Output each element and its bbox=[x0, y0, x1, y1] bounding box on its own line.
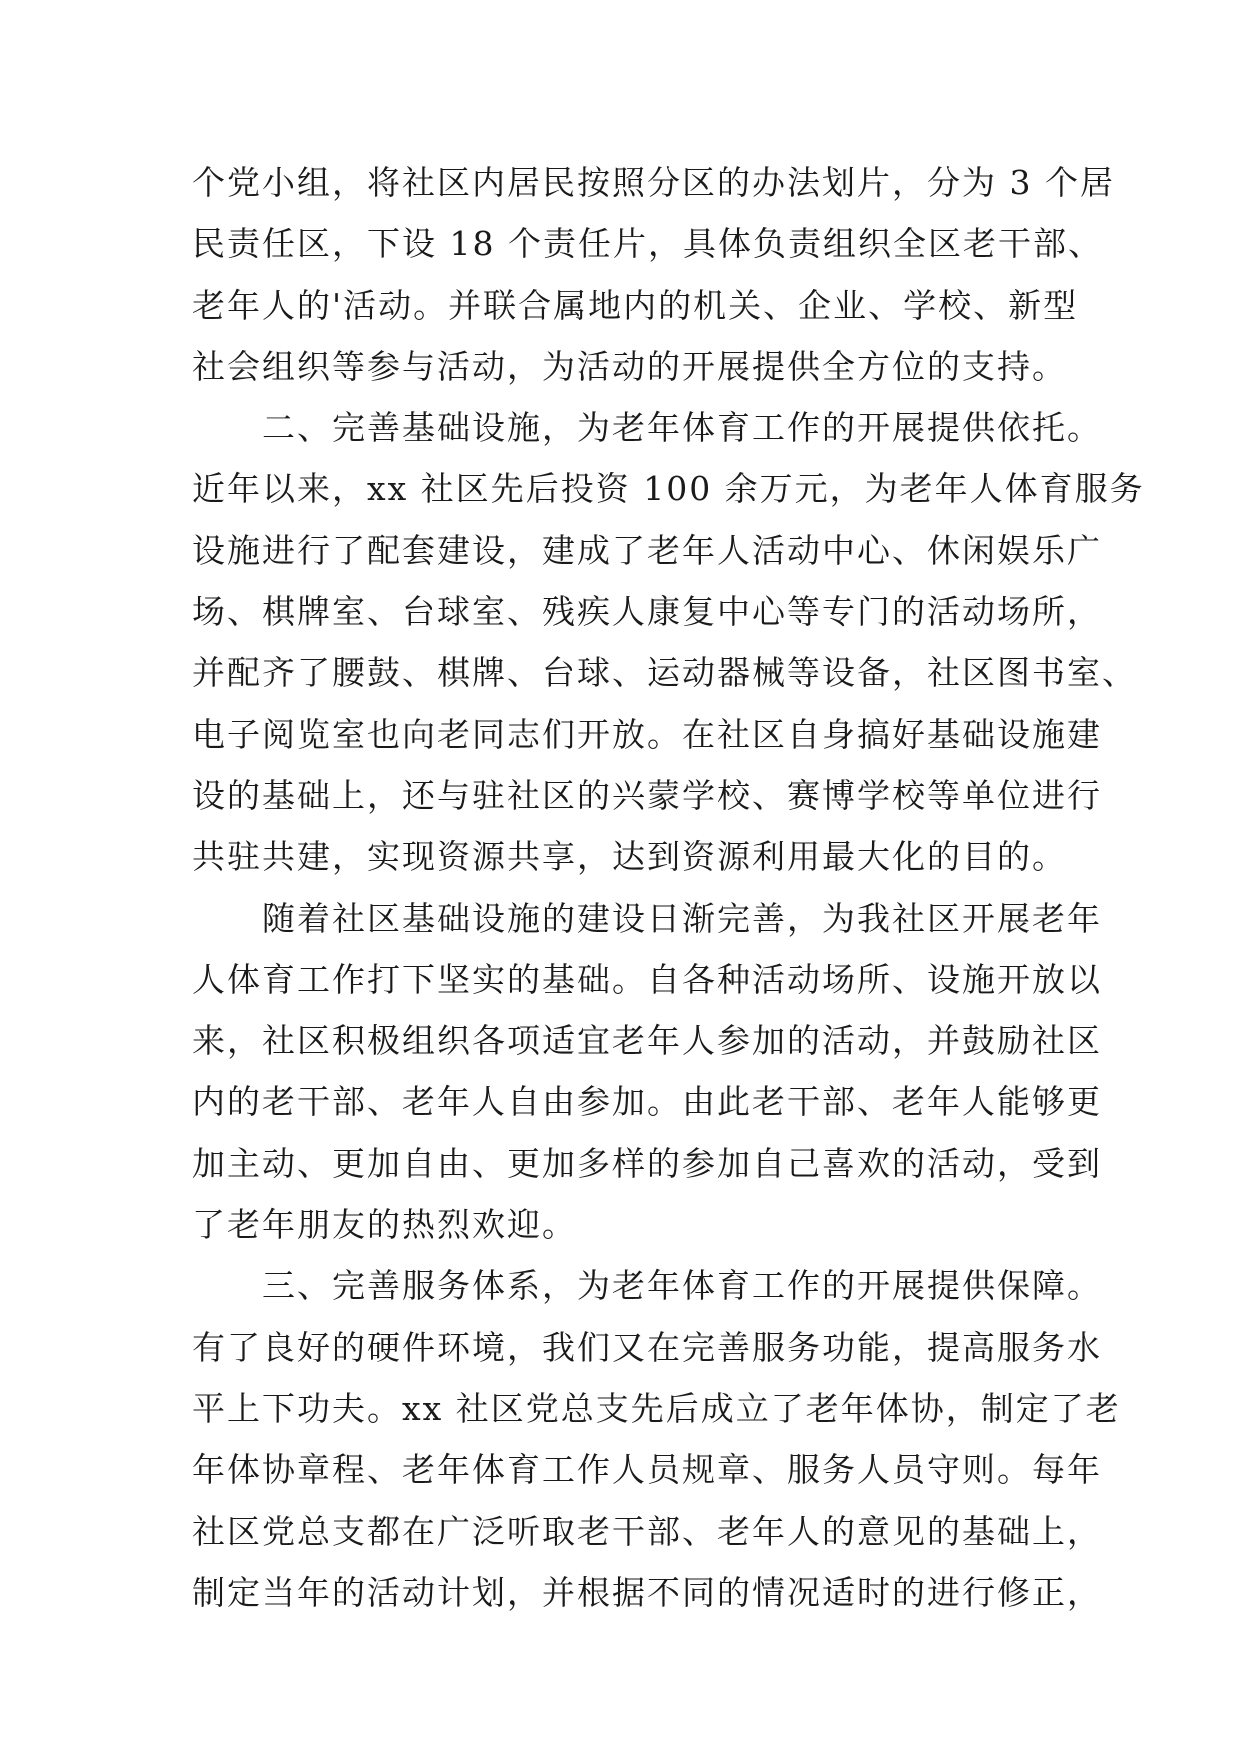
text-line: 设的基础上，还与驻社区的兴蒙学校、赛博学校等单位进行 bbox=[192, 775, 1102, 815]
text-line: 个党小组，将社区内居民按照分区的办法划片，分为 3 个居 bbox=[192, 163, 1115, 202]
text-line: 了老年朋友的热烈欢迎。 bbox=[192, 1205, 577, 1245]
body-text bbox=[192, 152, 1145, 1623]
section-heading-line: 二、完善基础设施，为老年体育工作的开展提供依托。 bbox=[192, 408, 1102, 448]
paragraph-start-line: 随着社区基础设施的建设日渐完善，为我社区开展老年 bbox=[192, 898, 1102, 938]
text-line: 共驻共建，实现资源共享，达到资源利用最大化的目的。 bbox=[192, 837, 1067, 877]
text-line: 老年人的'活动。并联合属地内的机关、企业、学校、新型 bbox=[192, 285, 1079, 325]
text-line: 民责任区，下设 18 个责任片，具体负责组织全区老干部、 bbox=[192, 224, 1103, 264]
text-line: 有了良好的硬件环境，我们又在完善服务功能，提高服务水 bbox=[192, 1327, 1102, 1367]
text-line: 加主动、更加自由、更加多样的参加自己喜欢的活动，受到 bbox=[192, 1143, 1102, 1183]
text-line: 制定当年的活动计划，并根据不同的情况适时的进行修正， bbox=[192, 1572, 1102, 1612]
text-line: 场、棋牌室、台球室、残疾人康复中心等专门的活动场所， bbox=[192, 592, 1102, 632]
text-line: 内的老干部、老年人自由参加。由此老干部、老年人能够更 bbox=[192, 1082, 1102, 1122]
text-line: 设施进行了配套建设，建成了老年人活动中心、休闲娱乐广 bbox=[192, 530, 1102, 570]
text-line: 年体协章程、老年体育工作人员规章、服务人员守则。每年 bbox=[192, 1450, 1102, 1490]
text-line: 社会组织等参与活动，为活动的开展提供全方位的支持。 bbox=[192, 346, 1067, 386]
section-heading-line: 三、完善服务体系，为老年体育工作的开展提供保障。 bbox=[192, 1266, 1102, 1306]
text-line: 并配齐了腰鼓、棋牌、台球、运动器械等设备，社区图书室、 bbox=[192, 653, 1137, 693]
text-line: 平上下功夫。xx 社区党总支先后成立了老年体协，制定了老 bbox=[192, 1388, 1121, 1428]
text-line: 电子阅览室也向老同志们开放。在社区自身搞好基础设施建 bbox=[192, 714, 1102, 754]
text-line: 人体育工作打下坚实的基础。自各种活动场所、设施开放以 bbox=[192, 959, 1102, 999]
text-line: 近年以来，xx 社区先后投资 100 余万元，为老年人体育服务 bbox=[192, 469, 1145, 509]
text-line: 来，社区积极组织各项适宜老年人参加的活动，并鼓励社区 bbox=[192, 1021, 1102, 1061]
text-line: 社区党总支都在广泛听取老干部、老年人的意见的基础上， bbox=[192, 1511, 1102, 1551]
